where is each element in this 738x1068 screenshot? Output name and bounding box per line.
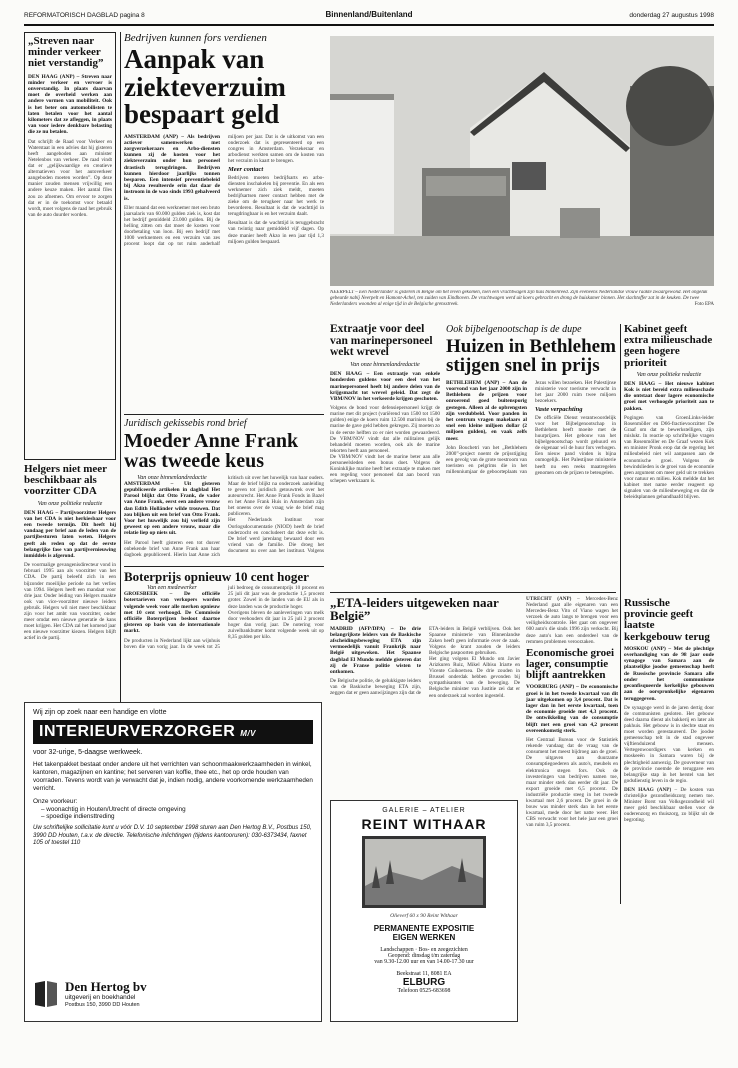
- ad-job-title-suffix: M/V: [240, 729, 256, 738]
- article-dateline: DEN HAAG (ANP): [624, 786, 672, 793]
- article-body-3: Resultaat is dat de wachttijd is teruggebracht van twintig naar gemiddeld vijf dagen. Op deze manier heeft Akzo in een jaar tijd 1,3 miljoen gulden bespaard.: [228, 220, 324, 245]
- article-body-2: Bedrijven moeten bedrijfsarts en arbo-diensten inschakelen bij preventie. En als een werknemer zich ziek meldt, moeten bedrijfsartsen meer contact hebben met de zieke om de terugkeer naar het werk te bevorderen. Resultaat is dat de wachttijd in terugdringbaar is en het verzuim daalt.: [228, 174, 324, 218]
- article-body: De Belgische politie, de gelukkigste leiders van de Baskische beweging ETA zijn, zeggen dat er geen aanwijzingen zijn dat de ETA-leiders in België verblijven. Ook het Spaanse ministerie van Binnenlandse Zaken heeft geen informatie over de zaak. Volgens de krant zouden de leiders Belgische paspoorten gebruiken.: [330, 625, 520, 697]
- article-body-2: Het ging volgens El Mundo om Javier Arizkuren Ruiz, Mikel Albisu Iriarte en Vicente Goikoetxea. De drie zouden in Brussel onderdak hebben gevonden bij sympathisanten van de beweging. De Belgische minister van Justitie zei dat er een onderzoek zal worden ingesteld.: [429, 655, 520, 699]
- gallery-advertisement: [330, 800, 518, 1022]
- article-title: Russische provincie geeft laatste kerkgebouw terug: [624, 598, 710, 643]
- ad-intro: Wij zijn op zoek naar een handige en vlotte: [33, 709, 167, 716]
- article-body: Dat schrijft de Raad voor Verkeer en Waterstaat in een advies dat hij gisteren heeft aangeboden aan minister Netelenbos van verkeer. De raad vindt dat er „gelijkwaardige en creatieve alternatieven voor het autoverkeer aangeboden moeten worden”. Op deze manier zouden mensen vrijwillig een andere keuze maken. Het aantal files zou zo afnemen. Om ervoor te zorgen dat er in de toekomst voor betaald wordt, moet volgens de raad het gebruik van de auto duurder worden.: [28, 138, 112, 218]
- ad-job-title-text: INTERIEURVERZORGER: [39, 723, 236, 740]
- article-economische-groei: [526, 596, 618, 904]
- article-byline: Van onze politieke redactie: [636, 371, 702, 378]
- article-lead: DEN HAAG (ANP) – Streven naar minder verkeer en vervoer is onverstandig. In plaats daarvan moet de overheid werken aan andere vormen van mobiliteit. Ook is het beter om automobilisten te laten betalen voor het aantal kilometers dat ze afleggen, in plaats van voor iedere denkbare belasting die ze nu betalen.: [28, 73, 112, 136]
- article-byline: Van onze binnenlandredactie: [137, 474, 207, 481]
- page-header: [24, 8, 714, 26]
- book-logo-icon: [33, 979, 59, 1009]
- job-advertisement: [24, 702, 322, 1022]
- ad-requirement-text: woonachtig in Houten/Utrecht of directe omgeving: [46, 806, 186, 813]
- article-title: Economische groei lager, consumptie blijft aantrekken: [526, 646, 615, 682]
- article-kicker: Ook bijbelgenootschap is de dupe: [446, 324, 582, 335]
- article-lead: MOSKOU (ANP) – Met de plechtige overhandiging van de 98 jaar oude synagoge van Samara aan de plaatselijke joodse gemeenschap heeft de Russische provincie Samara alle onder het communisme geconfisqueerde kerkelijke gebouwen aan de oorspronkelijke eigenaren teruggegeven.: [624, 645, 714, 702]
- article-extraatje: [330, 324, 440, 588]
- article-byline: Van een medewerker: [147, 585, 197, 592]
- article-body: Het Centraal Bureau voor de Statistiek rekende vandaag dat de vraag van de consument het meest bijdroeg aan de groei. De uitgaven aan duurzame consumptiegoederen als auto's, meubels en elektronica stegen fors. Ook de investeringen van bedrijven namen toe, maar minder sterk dan eerder dit jaar. De export groeide met 6,5 procent. De industriële productie steeg in het tweede kwartaal met 2,6 procent. De groei in de bouw was minder sterk dan in het eerste kwartaal, mede door het natte weer. Het CBS verwacht voor het hele jaar een groei van ruim 3,5 procent.: [526, 737, 618, 829]
- article-title: Huizen in Bethlehem stijgen snel in prijs: [446, 336, 616, 377]
- ad-info-1: Landschappen · Bos- en zeegezichten: [380, 947, 468, 953]
- article-byline: Van onze politieke redactie: [37, 500, 103, 507]
- article-body: Het Parool heeft gisteren een tot dusver onbekende brief van Anne Frank aan haar dagboek gepubliceerd. Hierin laat Anne zich kritisch uit over het huwelijk van haar ouders. Maar de brief blijkt na onderzoek aanleiding te geven tot juridisch getouwtrek over het auteursrecht. Het Anne Frank Fonds in Bazel en het Anne Frank Huis in Amsterdam zijn het oneens over de vraag wie de brief mag publiceren.: [124, 474, 324, 558]
- section-rule: [124, 414, 324, 415]
- article-ziekteverzuim: [124, 32, 324, 412]
- header-section: Binnenland/Buitenland: [325, 10, 413, 19]
- ad-exhibition-line1: PERMANENTE EXPOSITIE: [373, 924, 475, 933]
- article-subhead: Vaste verpachting: [535, 406, 583, 414]
- ad-requirement-text: spoedige indiensttreding: [46, 813, 115, 820]
- photo-credit: Foto EPA: [694, 302, 714, 307]
- article-title: Moeder Anne Frank was tweede keus: [124, 430, 299, 473]
- section-rule: [124, 566, 324, 567]
- ad-info-2: Geopend: dinsdag t/m zaterdag: [387, 953, 461, 959]
- article-kicker: Bedrijven kunnen fors verdienen: [124, 32, 267, 44]
- article-title: Aanpak van ziekteverzuim bespaart geld: [124, 44, 286, 130]
- article-eta: [330, 596, 520, 796]
- article-lead: AMSTERDAM (ANP) – Als bedrijven actiever samenwerken met zorgverzekeraars en Arbo-diensten kunnen zij de kosten voor het ziekteverzuim onder hun personeel drastisch terugdringen. Bedrijven kunnen hierdoor jaarlijks tonnen besparen. Een intensief preventiebeleid bij Akzo resulteerde erin dat daar de instroom in de wao sinds 1993 gehalveerd is.: [124, 133, 220, 202]
- article-kabinet: [624, 324, 714, 594]
- article-title: Kabinet geeft extra milieuschade geen hogere prioriteit: [624, 324, 713, 369]
- ad-description: Het takenpakket bestaat onder andere uit het verrichten van schoonmaakwerkzaamheden in winkel, kantoren, magazijnen en kantine; het serveren van koffie, thee etc., het op orde houden van voorraden. Tevens wordt van je verwacht dat je, indien nodig, andere voorkomende werkzaamheden verricht.: [33, 761, 313, 792]
- article-lead: MADRID (AFP/DPA) – De drie belangrijkste leiders van de Baskische afscheidingsbeweging ETA zijn vermoedelijk vanuit Frankrijk naar België uitgeweken. Het Spaanse dagblad El Mundo meldde gisteren dat zij de Franse politie wisten te ontkomen.: [330, 625, 421, 675]
- article-body-2: Het Nederlands Instituut voor Oorlogsdocumentatie (NIOD) heeft de brief onderzocht en concludeert dat deze echt is. De brief werd jarenlang bewaard door een vriend van de familie. Die droeg het document nu over aan het instituut. Volgens: [228, 517, 324, 554]
- article-streven: [24, 32, 116, 460]
- article-title: Helgers niet meer beschikbaar als voorzitter CDA: [24, 464, 107, 498]
- article-body: De synagoge werd in de jaren dertig door de communisten gesloten. Het gebouw deed daarna dienst als bakkerij en later als pakhuis. Het gebouw is in slechte staat en moet worden gerestaureerd. De joodse gemeenschap telt in de stad ongeveer vijftienduizend mensen. Vertegenwoordigers van kerken en moskeeën in Samara waren bij de plechtigheid aanwezig. De gouverneur van de provincie noemde de teruggave een belangrijke stap in het herstel van het godsdienstig leven in de regio.: [624, 704, 714, 784]
- painting-image: [362, 836, 486, 908]
- header-date: donderdag 27 augustus 1998: [629, 12, 714, 19]
- ad-requirements-title: Onze voorkeur:: [33, 798, 78, 805]
- ad-info-3: van 9.30-12.00 uur en van 14.00-17.30 uur: [374, 959, 474, 965]
- article-title: Boterprijs opnieuw 10 cent hoger: [124, 570, 309, 584]
- article-title: „Streven naar minder verkeer niet verstandig”: [28, 35, 104, 70]
- article-body: De voormalige gevangenisdirecteur vond in februari 1995 aan als voorzitter van het CDA. De partij beleefd zich in een bijzonder moeilijke periode na het verlies van 1994. Helgers heeft een mandaat voor drie jaar. Onder leiding van Helgers maakte ook van vice-voorzitter nieuwe leiders gebruik. Helgers wil niet meer beschikbaar zijn voor het ambt van voorzitter, onder meer omdat een nieuwe generatie de kans moet krijgen. Het CDA zal het komend jaar een nieuwe voorzitter kiezen. Helgers blijft actief in de partij.: [24, 562, 116, 642]
- ad-brand-address: Postbus 150, 3990 DD Houten: [65, 1002, 140, 1008]
- article-title: „ETA-leiders uitgeweken naar België”: [330, 596, 499, 624]
- ad-exhibition-line2: EIGEN WERKEN: [392, 933, 456, 942]
- article-lead: VOORBURG (ANP) – De economische groei is in het tweede kwartaal van dit jaar uitgekomen op 3,4 procent. Dat is lager dan in het eerste kwartaal, toen de economie groeide met 4,3 procent. De ontwikkeling van de consumptie blijft met een groei van 4,2 procent overeenkomstig sterk.: [526, 684, 618, 734]
- news-photo: [330, 36, 714, 286]
- article-title: Extraatje voor deel van marinepersoneel wekt wrevel: [330, 324, 433, 359]
- header-left: REFORMATORISCH DAGBLAD pagina 8: [24, 12, 145, 19]
- article-russische-provincie: [624, 598, 714, 904]
- ad-brand-name: Den Hertog bv: [65, 979, 147, 994]
- article-body-2: De officiële Dienst verantwoordelijk voor het Bijbelgenootschap in Bethlehem heeft moeite met de huurprijzen. Het gebouw van het bijbelgenootschap wordt gehuurd en de eigenaar wil de huur fors verhogen. Een nieuw pand vinden is bijna onmogelijk. Het Palestijnse ministerie heeft nu een reeks maatregelen genomen om de prijzen te beteugelen.: [535, 414, 616, 476]
- ad-brand: [33, 977, 213, 1011]
- article-dateline: UTRECHT (ANP): [526, 596, 572, 602]
- article-bethlehem: [446, 324, 616, 588]
- article-lead: AMSTERDAM – Uit gisteren gepubliceerde artikelen in dagblad Het Parool blijkt dat Otto Frank, de vader van Anne Frank, eerst een andere vrouw dan Edith Holländer wilde trouwen. Dat zou blijken uit een brief van Otto Frank. Voor het huwelijk zou hij verliefd zijn geweest op een andere vrouw, maar die relatie liep op niets uit.: [124, 480, 220, 537]
- ad-gallery-top: GALERIE – ATELIER: [382, 807, 466, 814]
- article-byline: Van onze binnenlandredactie: [350, 362, 420, 369]
- column-rule: [620, 324, 621, 904]
- article-body-2: – De kosten van christelijke gezondheidszorg nemen toe. Minister Borst van Volksgezondheid wil meer geld beschikbaar stellen voor de ouderenzorg en thuiszorg, zo blijkt uit de begroting.: [624, 786, 714, 824]
- article-lead: DEN HAAG – Partijvoorzitter Helgers van het CDA is niet herkiesbaar voor een tweede termijn. Dit heeft hij vandaag per brief aan de leden van de partijbesturen laten weten. Helgers geeft als reden op dat de eerste belangrijke fase van partijvernieuwing inmiddels is afgerond.: [24, 509, 116, 560]
- painting-caption: Olieverf 60 x 90 Reint Withaar: [390, 913, 458, 919]
- article-lead: DEN HAAG – Het nieuwe kabinet Kok is niet bereid extra milieuschade die ontstaat door lagere economische groei met verhoogde prioriteit aan te pakken.: [624, 380, 714, 412]
- ad-application-info: Uw schriftelijke sollicitatie kunt u vóór D.V. 10 september 1998 sturen aan Den Hertog B.V., Postbus 150, 3990 DD Houten, t.a.v. de directie. Telefonische inlichtingen (tijdens kantooruren): 030-6373434, faxnet 105 of toestel 110: [33, 825, 312, 846]
- article-body-2: Overigens bleven de aanleveringen van melk door veehouders dit jaar in 25 juli 2 procent hoger dan vorig jaar. De notering voor zuivelbankbutter komt volgende week uit op 8,35 gulden per kilo.: [228, 609, 324, 640]
- article-anne-frank: [124, 418, 324, 562]
- article-body: De producten in Nederland lijkt aan wijnhuis boven die van vorig jaar. In de week tot 25 juli bedroeg de consumentprijs 10 procent en 25 juli dit jaar was de productie 1,5 procent groter. Zowel in de landen van de EU als in deze landen was de productie hoger.: [124, 585, 324, 650]
- article-lead: DEN HAAG – Een extraatje van enkele honderden guldens voor een deel van het marinepersoneel heeft bij andere delen van de krijgsmacht tot wrevel geleid. Dat zegt de VBM/NOV in het verkeerde krijgen geschoten.: [330, 371, 440, 402]
- article-body: Volgens de bond voor defensiepersoneel krijgt de marine met dit project (variërend van 1500 tot 1500 gulden) enige de koers ruim 12.500 mariniers bij de marine de gave geld hebben gekregen. Zij moeten zo in de eerste helften zo er niet worden gewaardeerd. De VBM/NOV vindt dat alle militairen gelijk behandeld moeten worden, ook als de marine tekorten heeft aan personeel.: [330, 405, 440, 454]
- ad-gallery-name: REINT WITHAAR: [361, 816, 487, 832]
- caption-text: NEERPELT – Een Nederlander is gisteren in België om het leven gekomen, toen een vrachtwagen zijn huis binnenreed. Zijn eveneens Nederlandse vrouw raakte zwaargewond. Het ongeluk gebeurde nabij Neerpelt en Hamont-Achel, ten zuiden van Eindhoven. De vrachtwagen werd uit koers gebracht en drong de huiskamer binnen. Het slachtoffer zat in de keuken. De twee Nederlanders woonden al enige tijd in de Belgische grensstreek.: [330, 290, 708, 307]
- section-rule: [330, 592, 616, 593]
- article-lead: GROESBEEK – De officiële botertarieven van verkopers worden volgende week voor alle merken opnieuw met 10 cent verhoogd. De Commissie officiële Boterprijzen besloot daartoe gisteren op basis van de internationale markt.: [124, 591, 220, 635]
- ad-address: Beekstraat 11, 8081 EA: [396, 971, 452, 977]
- article-kicker: Juridisch gekissebis rond brief: [124, 418, 247, 429]
- ad-job-title: [33, 720, 313, 744]
- article-boterprijs: [124, 570, 324, 698]
- article-intro: – Mercedes-Benz Nederland gaat alle eigenaren van een Mercedes-Benz Vito of Viano wagen het verzoek de auto langs te brengen voor een veiligheidscontrole. Het gaat om ongeveer 600 auto's die sinds 1996 zijn verkocht. Bij deze auto's kan een onderdeel van de remmen problemen veroorzaken.: [526, 596, 618, 645]
- photo-caption: [330, 290, 714, 320]
- ad-brand-sub: uitgeverij en boekhandel: [65, 994, 136, 1001]
- article-body: Pogingen van GroenLinks-leider Rosenmöller en D66-fractievoorzitter De Graaf om dat te bewerkstelligen, zijn mislukt. In reactie op schriftelijke vragen van Rosenmöller en De Graaf wezen Kok en minister Pronk erop dat de regering het milieubeleid niet wil aanpassen aan de economische groei. Volgens de bewindslieden is de groei van de economie geen argument om meer geld uit te trekken voor natuur en milieu. Kok meldde dat het kabinet met name eerder reageert op signalen van de milieubeweging en dat de beleidsplannen gehandhaafd blijven.: [624, 414, 714, 501]
- article-body: Eller maand dat een werknemer met een bruto jaarsalaris van 60.000 gulden ziek is, kost dat het bedrijf gemiddeld 23.000 gulden. Bij de helling zitten om dat moet de kosten voor doorbetaling van loon. Bij een bedrijf met 1000 werknemers en een verzuim van zes procent loopt dat op tot ruim anderhalf miljoen per jaar. Dat is de uitkomst van een onderzoek dat is gepresenteerd op een congres in Amsterdam. Verzekeraar en arbodienst werkten samen om de kosten van het verzuim in kaart te brengen.: [124, 133, 324, 248]
- ad-requirement-2: – spoedige indiensttreding: [41, 813, 115, 820]
- article-body: John Bouchetri van het „Bethlehem 2000”-project noemt de prijsstijging een gevolg van de grote toestroom van toeristen en pelgrims die in het millenniumjaar de geboorteplaats van Jezus willen bezoeken. Het Palestijnse ministerie voor toerisme verwacht in het jaar 2000 ruim twee miljoen bezoekers.: [446, 379, 616, 476]
- ad-city: ELBURG: [402, 977, 446, 988]
- photo-image: [330, 36, 714, 286]
- article-subhead: Meer contact: [228, 166, 264, 174]
- ad-phone: Telefoon 0525-683698: [397, 988, 451, 994]
- article-lead: BETHLEHEM (ANP) – Aan de voorvond van het jaar 2000 zijn in Bethlehem de prijzen voor onroerend goed buitensporig gestegen. Alleen al de opbrengsten zijn verdubbeld. Voor panden in het centrum vragen makelaars al snel een kleine miljoen dollar (2 miljoen gulden), en vaak zelfs meer.: [446, 379, 527, 442]
- article-body-2: De VBM/NOV vindt het de marine beter aan alle personeelsleden een bonus doet. Volgens de Koninklijke marine heeft het extraatje te maken met een regeling voor personeel dat aan boord van schepen werkzaam is.: [330, 453, 440, 485]
- ad-hours: voor 32-urige, 5-daagse werkweek.: [33, 749, 143, 756]
- ad-requirement-1: – woonachtig in Houten/Utrecht of directe omgeving: [41, 806, 186, 813]
